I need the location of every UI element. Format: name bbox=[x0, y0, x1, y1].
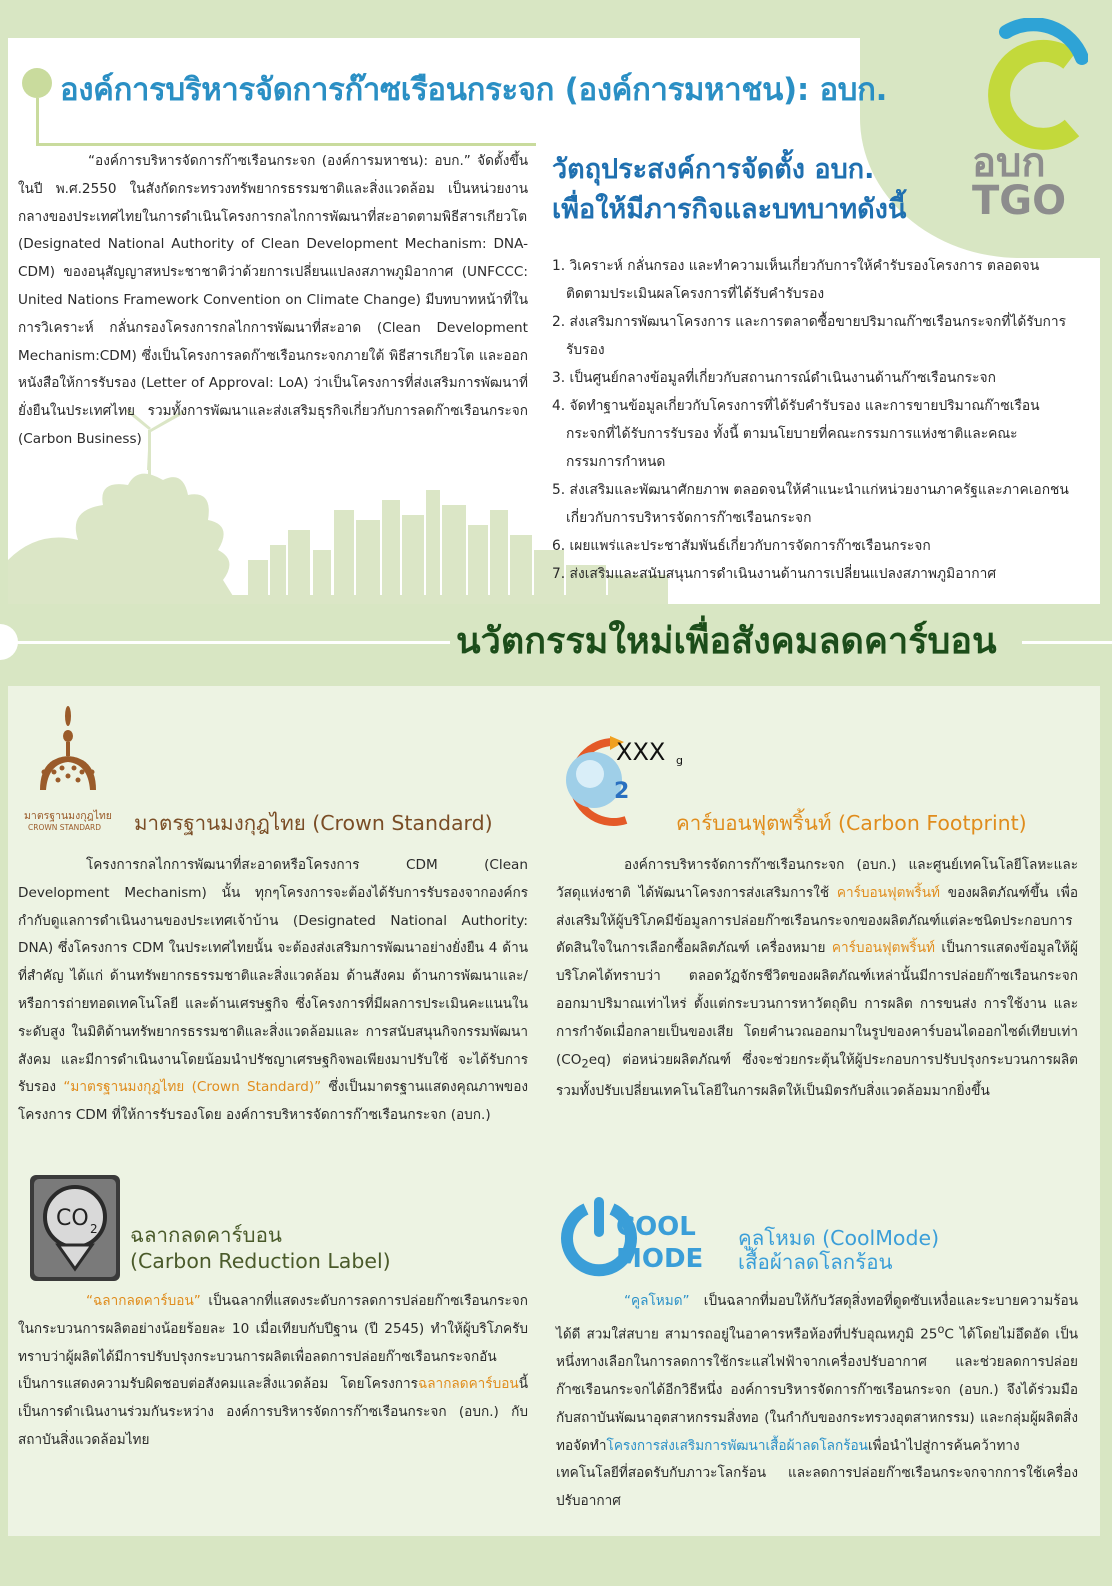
objective-item: 3. เป็นศูนย์กลางข้อมูลที่เกี่ยวกับสถานการณ์ดำเนินงานด้านก๊าซเรือนกระจก bbox=[552, 370, 996, 386]
footprint-text-4: eq) ต่อหน่วยผลิตภัณฑ์ ซึ่งจะช่วยกระตุ้นให้ผู้ประกอบการปรับปรุงกระบวนการผลิต รวมทั้งปรับเปลี่ยนเทคโนโลยีในการผลิตให้เป็นมิตรกับสิ่งแวดล้อมมากยิ่งขึ้น bbox=[556, 1051, 1078, 1100]
carbon-footprint-icon bbox=[554, 730, 694, 830]
objective-item: 5. ส่งเสริมและพัฒนาศักยภาพ ตลอดจนให้คำแนะนำแก่หน่วยงานภาครัฐและภาคเอกชนเกี่ยวกับการบริหารจัดการก๊าซเรือนกระจก bbox=[552, 482, 1069, 526]
title-bullet-dot bbox=[22, 68, 52, 98]
coolmode-icon-line1: COOL bbox=[616, 1212, 696, 1242]
logo-text-th: อบก bbox=[972, 140, 1046, 186]
title-bar bbox=[22, 58, 902, 116]
label-text-1: เป็นฉลากที่แสดงระดับการลดการปล่อยก๊าซเรือนกระจกในกระบวนการผลิตอย่างน้อยร้อยละ 10 เมื่อเทียบกับปีฐาน (ปี 2545) ทำให้ผู้บริโภครับทราบว่าผู้ผลิตได้มีการปรับปรุงกระบวนการผลิตเพื่อลดการปล่อยก๊าซเรือนกระจกอันเป็นการแสดงความรับผิดชอบต่อสังคมและสิ่งแวดล้อม โดยโครงการ bbox=[18, 1293, 528, 1393]
co2-icon-sub: 2 bbox=[90, 1222, 98, 1236]
crown-standard-icon bbox=[24, 702, 128, 842]
tgo-logo bbox=[970, 18, 1088, 218]
objectives-title-line2: เพื่อให้มีภารกิจและบทบาทดังนี้ bbox=[552, 194, 907, 225]
label-heading-en: (Carbon Reduction Label) bbox=[130, 1249, 391, 1273]
crown-icon-caption: มาตรฐานมงกุฎไทย bbox=[24, 810, 112, 822]
coolmode-heading-th: เสื้อผ้าลดโลกร้อน bbox=[738, 1250, 893, 1274]
intro-paragraph bbox=[18, 148, 528, 454]
coolmode-highlight-1: “คูลโหมด” bbox=[624, 1293, 690, 1309]
coolmode-heading-en: คูลโหมด (CoolMode) bbox=[738, 1226, 940, 1250]
crown-text-highlight: “มาตรฐานมงกุฎไทย (Crown Standard)” bbox=[63, 1079, 322, 1096]
coolmode-text-1: เป็นฉลากที่มอบให้กับวัสดุสิ่งทอที่ดูดซับเหงื่อและระบายความร้อนได้ดี สวมใส่สบาย สามารถอยู่ในอาคารหรือห้องที่ปรับอุณหภูมิ 25 bbox=[556, 1293, 1078, 1343]
co2-label-icon bbox=[28, 1173, 122, 1283]
svg-text:2: 2 bbox=[614, 779, 630, 804]
label-highlight-2: ฉลากลดคาร์บอน bbox=[417, 1376, 519, 1393]
footprint-text-1: องค์การบริหารจัดการก๊าซเรือนกระจก (อบก.) และศูนย์เทคโนโลยีโลหะและวัสดุแห่งชาติ ได้พัฒนาโครงการส่งเสริมการใช้ bbox=[556, 857, 1078, 901]
page-title: องค์การบริหารจัดการก๊าซเรือนกระจก (องค์การมหาชน): อบก. bbox=[60, 72, 888, 108]
crown-paragraph bbox=[18, 852, 528, 1130]
section-title: นวัตกรรมใหม่เพื่อสังคมลดคาร์บอน bbox=[456, 621, 997, 662]
objective-item: 6. เผยแพร่และประชาสัมพันธ์เกี่ยวกับการจัดการก๊าซเรือนกระจก bbox=[552, 538, 931, 554]
coolmode-superscript: o bbox=[937, 1321, 945, 1336]
footprint-subscript: 2 bbox=[581, 1056, 589, 1071]
objective-item: 2. ส่งเสริมการพัฒนาโครงการ และการตลาดซื้อขายปริมาณก๊าซเรือนกระจกที่ได้รับการรับรอง bbox=[552, 314, 1066, 358]
footprint-icon-text: XXX bbox=[616, 738, 666, 766]
label-text-2: นี้เป็นการดำเนินงานร่วมกันระหว่าง องค์การบริหารจัดการก๊าซเรือนกระจก (อบก.) กับสถาบันสิ่งแวดล้อมไทย bbox=[18, 1376, 528, 1448]
footprint-highlight-1: คาร์บอนฟุตพริ้นท์ bbox=[836, 884, 940, 901]
coolmode-text-3: เพื่อนำไปสู่การค้นคว้าทางเทคโนโลยีที่สอดรับกับภาวะโลกร้อน และลดการปล่อยก๊าซเรือนกระจกจากการใช้เครื่องปรับอากาศ bbox=[556, 1437, 1078, 1510]
coolmode-highlight-2: โครงการส่งเสริมการพัฒนาเสื้อผ้าลดโลกร้อน bbox=[606, 1437, 868, 1454]
intro-text: “องค์การบริหารจัดการก๊าซเรือนกระจก (องค์การมหาชน): อบก.” จัดตั้งขึ้นในปี พ.ศ.2550 ในสังกัดกระทรวงทรัพยากรธรรมชาติและสิ่งแวดล้อม เป็นหน่วยงานกลางของประเทศไทยในการดำเนินโครงการกลไกการพัฒนาที่สะอาดตามพิธีสารเกียวโต (Designated National Authority of Clean Development Mechanism: DNA-CDM) ของอนุสัญญาสหประชาชาติว่าด้วยการเปลี่ยนแปลงสภาพภูมิอากาศ (UNFCCC: United Nations Framework Convention on Climate Change) มีบทบาทหน้าที่ในการวิเคราะห์ กลั่นกรองโครงการกลไกการพัฒนาที่สะอาด (Clean Development Mechanism:CDM) ซึ่งเป็นโครงการลดก๊าซเรือนกระจกภายใต้ พิธีสารเกียวโต และออกหนังสือให้การรับรอง (Letter of Approval: LoA) ว่าเป็นโครงการที่ส่งเสริมการพัฒนาที่ยั่งยืนในประเทศไทย รวมทั้งการพัฒนาและส่งเสริมธุรกิจเกี่ยวกับการลดก๊าซเรือนกระจก (Carbon Business) bbox=[18, 153, 528, 447]
coolmode-icon bbox=[556, 1195, 726, 1279]
co2-icon-text: CO bbox=[56, 1206, 89, 1231]
crown-icon-caption-en: CROWN STANDARD bbox=[28, 823, 102, 832]
footprint-icon-unit: g bbox=[676, 754, 683, 767]
crown-text-2: ซึ่งเป็นมาตรฐานแสดงคุณภาพของโครงการ CDM ที่ให้การรับรองโดย องค์การบริหารจัดการก๊าซเรือนกระจก (อบก.) bbox=[18, 1079, 529, 1124]
footprint-highlight-2: คาร์บอนฟุตพริ้นท์ bbox=[831, 940, 935, 957]
footprint-text-3: เป็นการแสดงข้อมูลให้ผู้บริโภคได้ทราบว่า ตลอดวัฏจักรชีวิตของผลิตภัณฑ์เหล่านั้นมีการปล่อยก๊าซเรือนกระจกออกมาปริมาณเท่าไหร่ ตั้งแต่กระบวนการหาวัตถุดิบ การผลิต การขนส่ง การใช้งาน และการกำจัดเมื่อกลายเป็นของเสีย โดยคำนวณออกมาในรูปของคาร์บอนไดออกไซด์เทียบเท่า (CO bbox=[556, 940, 1078, 1068]
footprint-text-2: ของผลิตภัณฑ์ขึ้น เพื่อส่งเสริมให้ผู้บริโภคมีข้อมูลการปล่อยก๊าซเรือนกระจกของผลิตภัณฑ์แต่ละชนิดประกอบการตัดสินใจในการเลือกซื้อผลิตภัณฑ์ เครื่องหมาย bbox=[556, 884, 1078, 957]
coolmode-heading bbox=[738, 1226, 939, 1274]
footprint-paragraph bbox=[556, 852, 1078, 1106]
coolmode-icon-line2: MODE bbox=[616, 1244, 704, 1274]
objective-item: 4. จัดทำฐานข้อมูลเกี่ยวกับโครงการที่ได้รับคำรับรอง และการขายปริมาณก๊าซเรือนกระจกที่ได้รับการรับรอง ทั้งนี้ ตามนโยบายที่คณะกรรมการแห่งชาติและคณะกรรมการกำหนด bbox=[552, 398, 1040, 470]
footprint-heading: คาร์บอนฟุตพริ้นท์ (Carbon Footprint) bbox=[676, 811, 1027, 835]
label-highlight-1: “ฉลากลดคาร์บอน” bbox=[86, 1293, 201, 1309]
objective-item: 1. วิเคราะห์ กลั่นกรอง และทำความเห็นเกี่ยวกับการให้คำรับรองโครงการ ตลอดจนติดตามประเมินผลโครงการที่ได้รับคำรับรอง bbox=[552, 258, 1040, 302]
coolmode-text-2: C ได้โดยไม่อึดอัด เป็นหนึ่งทางเลือกในการลดการใช้กระแสไฟฟ้าจากเครื่องปรับอากาศ และช่วยลดการปล่อยก๊าซเรือนกระจกได้อีกวิธีหนึ่ง องค์การบริหารจัดการก๊าซเรือนกระจก (อบก.) จึงได้ร่วมมือกับสถาบันพัฒนาอุตสาหกรรมสิ่งทอ (ในกำกับของกระทรวงอุตสาหกรรม) และกลุ่มผู้ผลิตสิ่งทอจัดทำ bbox=[556, 1326, 1078, 1454]
objectives-list bbox=[552, 252, 1072, 588]
crown-text-1: โครงการกลไกการพัฒนาที่สะอาดหรือโครงการ CDM (Clean Development Mechanism) นั้น ทุกๆโครงการจะต้องได้รับการรับรองจากองค์กรกำกับดูแลการดำเนินงานของประเทศเจ้าบ้าน (Designated National Authority: DNA) ซึ่งโครงการ CDM ในประเทศไทยนั้น จะต้องส่งเสริมการพัฒนาอย่างยั่งยืน 4 ด้าน ที่สำคัญ ได้แก่ ด้านทรัพยากรธรรมชาติและสิ่งแวดล้อม ด้านสังคม ด้านการพัฒนาและ/หรือการถ่ายทอดเทคโนโลยี และด้านเศรษฐกิจ ซึ่งโครงการที่มีผลการประเมินคะแนนในระดับสูง ในมิติด้านทรัพยากรธรรมชาติและสิ่งแวดล้อมและ การสนับสนุนกิจกรรมพัฒนาสังคม และมีการดำเนินงานโดยน้อมนำปรัชญาเศรษฐกิจพอเพียงมาปรับใช้ จะได้รับการรับรอง bbox=[18, 857, 528, 1096]
objectives-title-line1: วัตถุประสงค์การจัดตั้ง อบก. bbox=[552, 154, 875, 185]
coolmode-paragraph bbox=[556, 1288, 1078, 1516]
title-connector-line bbox=[36, 98, 39, 146]
title-underline bbox=[36, 143, 536, 146]
objectives-title bbox=[552, 150, 952, 230]
label-heading-th: ฉลากลดคาร์บอน bbox=[130, 1223, 282, 1247]
logo-text-en: TGO bbox=[972, 178, 1067, 218]
objective-item: 7. ส่งเสริมและสนับสนุนการดำเนินงานด้านการเปลี่ยนแปลงสภาพภูมิอากาศ bbox=[552, 566, 997, 582]
section-divider bbox=[0, 604, 1112, 682]
label-paragraph bbox=[18, 1288, 528, 1455]
crown-heading: มาตรฐานมงกุฎไทย (Crown Standard) bbox=[134, 811, 493, 835]
label-heading bbox=[130, 1222, 391, 1274]
section-line-right bbox=[1022, 641, 1112, 644]
section-line-left bbox=[14, 641, 450, 644]
